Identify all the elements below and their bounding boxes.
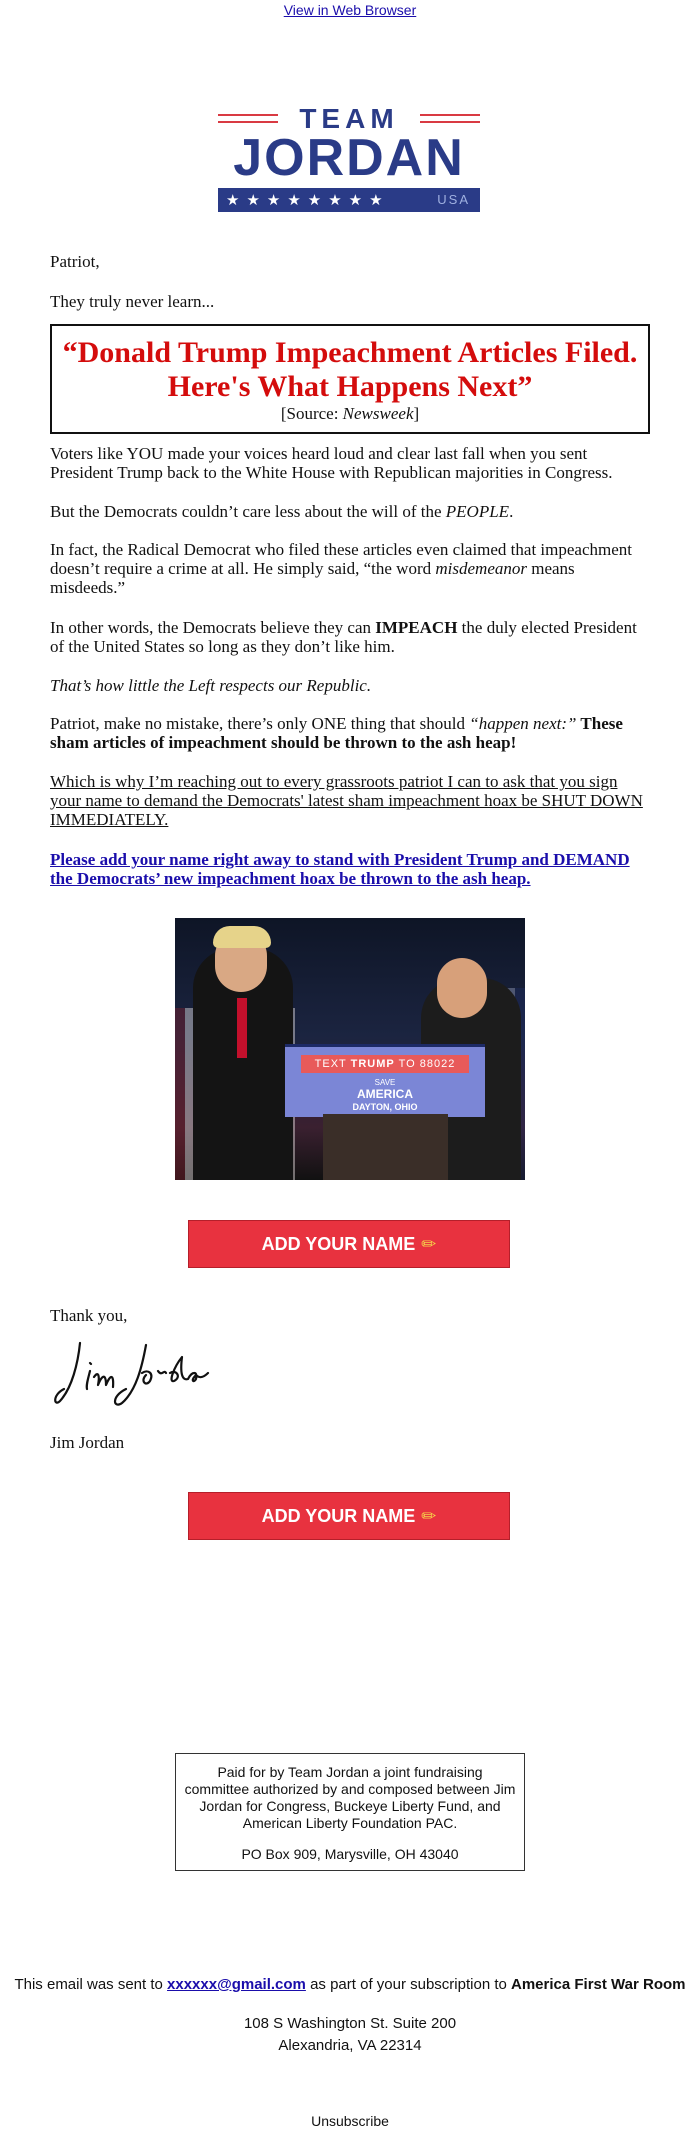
- podium-sign: [285, 1044, 485, 1117]
- sign-save: SAVE: [374, 1078, 396, 1087]
- trump-jordan-rally-photo[interactable]: [175, 918, 525, 1180]
- paragraph-4-b: the duly elected President of the United States so long as they don’t like him.: [50, 618, 637, 656]
- quote-headline-line1: “Donald Trump Impeachment Articles Filed.: [62, 336, 638, 369]
- paragraph-8: [50, 850, 650, 888]
- paid-for-address: PO Box 909, Marysville, OH 43040: [241, 1846, 459, 1862]
- footer-list-name: America First War Room: [511, 1976, 686, 1993]
- footer-address-line1: 108 S Washington St. Suite 200: [243, 2015, 457, 2032]
- paragraph-3: [50, 540, 650, 597]
- sign-city: DAYTON, OHIO: [352, 1102, 418, 1112]
- footer-sent-prefix: This email was sent to: [14, 1976, 168, 1993]
- photo-head-right: [437, 958, 487, 1018]
- sign-text-bold: TRUMP: [350, 1058, 395, 1070]
- paragraph-3-emphasis: misdemeanor: [435, 559, 527, 578]
- add-your-name-label-1: ADD YOUR NAME: [261, 1234, 416, 1254]
- paragraph-6-strong: These sham articles of impeachment should be thrown to the ash heap!: [50, 714, 623, 752]
- photo-hair-left: [213, 926, 271, 948]
- paragraph-2: [50, 502, 650, 521]
- paragraph-7: Which is why I’m reaching out to every grassroots patriot I can to ask that you sign your name to demand the Democrats' latest sham impeachment hoax be SHUT DOWN IMMEDIATELY.: [50, 772, 643, 829]
- paragraph-6: [50, 714, 650, 752]
- podium-base: [323, 1114, 448, 1180]
- paragraph-4-a: In other words, the Democrats believe they can: [50, 618, 376, 637]
- paragraph-2-b: .: [509, 502, 514, 521]
- sign-text-suffix: TO 88022: [394, 1058, 456, 1070]
- footer-subscription-line: [0, 1976, 700, 1994]
- paragraph-6-emphasis: “happen next:”: [469, 714, 577, 733]
- sender-name: Jim Jordan: [50, 1433, 125, 1452]
- add-name-text-link[interactable]: Please add your name right away to stand with President Trump and DEMAND the Democrats’ new impeachment hoax be thrown to the ash heap.: [50, 850, 630, 888]
- paragraph-2-a: But the Democrats couldn’t care less about the will of the: [50, 502, 446, 521]
- footer-email-link[interactable]: xxxxxx@gmail.com: [167, 1976, 306, 1993]
- paragraph-3-a: In fact, the Radical Democrat who filed these articles even claimed that impeachment doesn’t require a crime at all. He simply said, “the word: [50, 540, 633, 578]
- add-your-name-label-2: ADD YOUR NAME: [261, 1506, 416, 1526]
- paragraph-1: Voters like YOU made your voices heard loud and clear last fall when you sent President Trump back to the White House with Republican majorities in Congress.: [50, 444, 613, 482]
- headline-quote-box: [50, 324, 650, 434]
- logo-jordan-text: JORDAN: [233, 129, 465, 187]
- greeting: Patriot,: [50, 252, 100, 271]
- add-your-name-button-2[interactable]: [188, 1492, 510, 1540]
- paragraph-4: [50, 618, 650, 656]
- quote-source-name: Newsweek: [342, 404, 414, 423]
- pencil-icon: ✏: [421, 1234, 437, 1255]
- logo-team-text: TEAM: [299, 103, 399, 134]
- paragraph-5-text: That’s how little the Left respects our Republic.: [50, 676, 372, 695]
- team-jordan-logo: [218, 102, 480, 212]
- logo-usa-text: USA: [437, 192, 470, 207]
- paragraph-2-emphasis: PEOPLE: [445, 502, 510, 521]
- quote-source-prefix: [Source:: [280, 404, 343, 423]
- intro-line: They truly never learn...: [50, 292, 215, 311]
- sign-text-prefix: TEXT: [314, 1058, 351, 1070]
- logo-stars-icon: ★★★★★★★★: [226, 191, 390, 209]
- signature-text: Jim Jordan: [50, 1320, 120, 1337]
- view-in-browser-link[interactable]: View in Web Browser: [283, 2, 417, 18]
- sign-text-banner: [301, 1055, 469, 1073]
- photo-red-tie: [237, 998, 247, 1058]
- signature-stroke: [55, 1343, 208, 1405]
- footer-address-line2: Alexandria, VA 22314: [278, 2037, 422, 2054]
- quote-headline: [52, 336, 648, 404]
- quote-source: [52, 404, 648, 423]
- quote-headline-line2: Here's What Happens Next”: [167, 370, 533, 403]
- quote-source-suffix: ]: [413, 404, 420, 423]
- paragraph-6-a: Patriot, make no mistake, there’s only ONE thing that should: [50, 714, 470, 733]
- paragraph-3-b: means misdeeds.”: [50, 559, 575, 597]
- unsubscribe-link[interactable]: Unsubscribe: [311, 2113, 389, 2129]
- footer-sent-middle: as part of your subscription to: [305, 1976, 512, 1993]
- closing-thanks: Thank you,: [50, 1306, 128, 1325]
- add-your-name-button-1[interactable]: [188, 1220, 510, 1268]
- pencil-icon: ✏: [421, 1506, 437, 1527]
- paid-for-text: Paid for by Team Jordan a joint fundraising committee authorized by and composed between Jim Jordan for Congress, Buckeye Liberty Fund, and American Liberty Foundation PAC.: [184, 1764, 516, 1831]
- jim-jordan-signature: [50, 1320, 220, 1413]
- view-in-browser-bar: [0, 0, 700, 20]
- paragraph-5: [50, 676, 650, 695]
- logo-star-banner: [218, 188, 480, 212]
- sign-america: AMERICA: [357, 1087, 413, 1101]
- paragraph-4-strong: IMPEACH: [375, 618, 458, 637]
- paid-for-disclaimer: [175, 1753, 525, 1871]
